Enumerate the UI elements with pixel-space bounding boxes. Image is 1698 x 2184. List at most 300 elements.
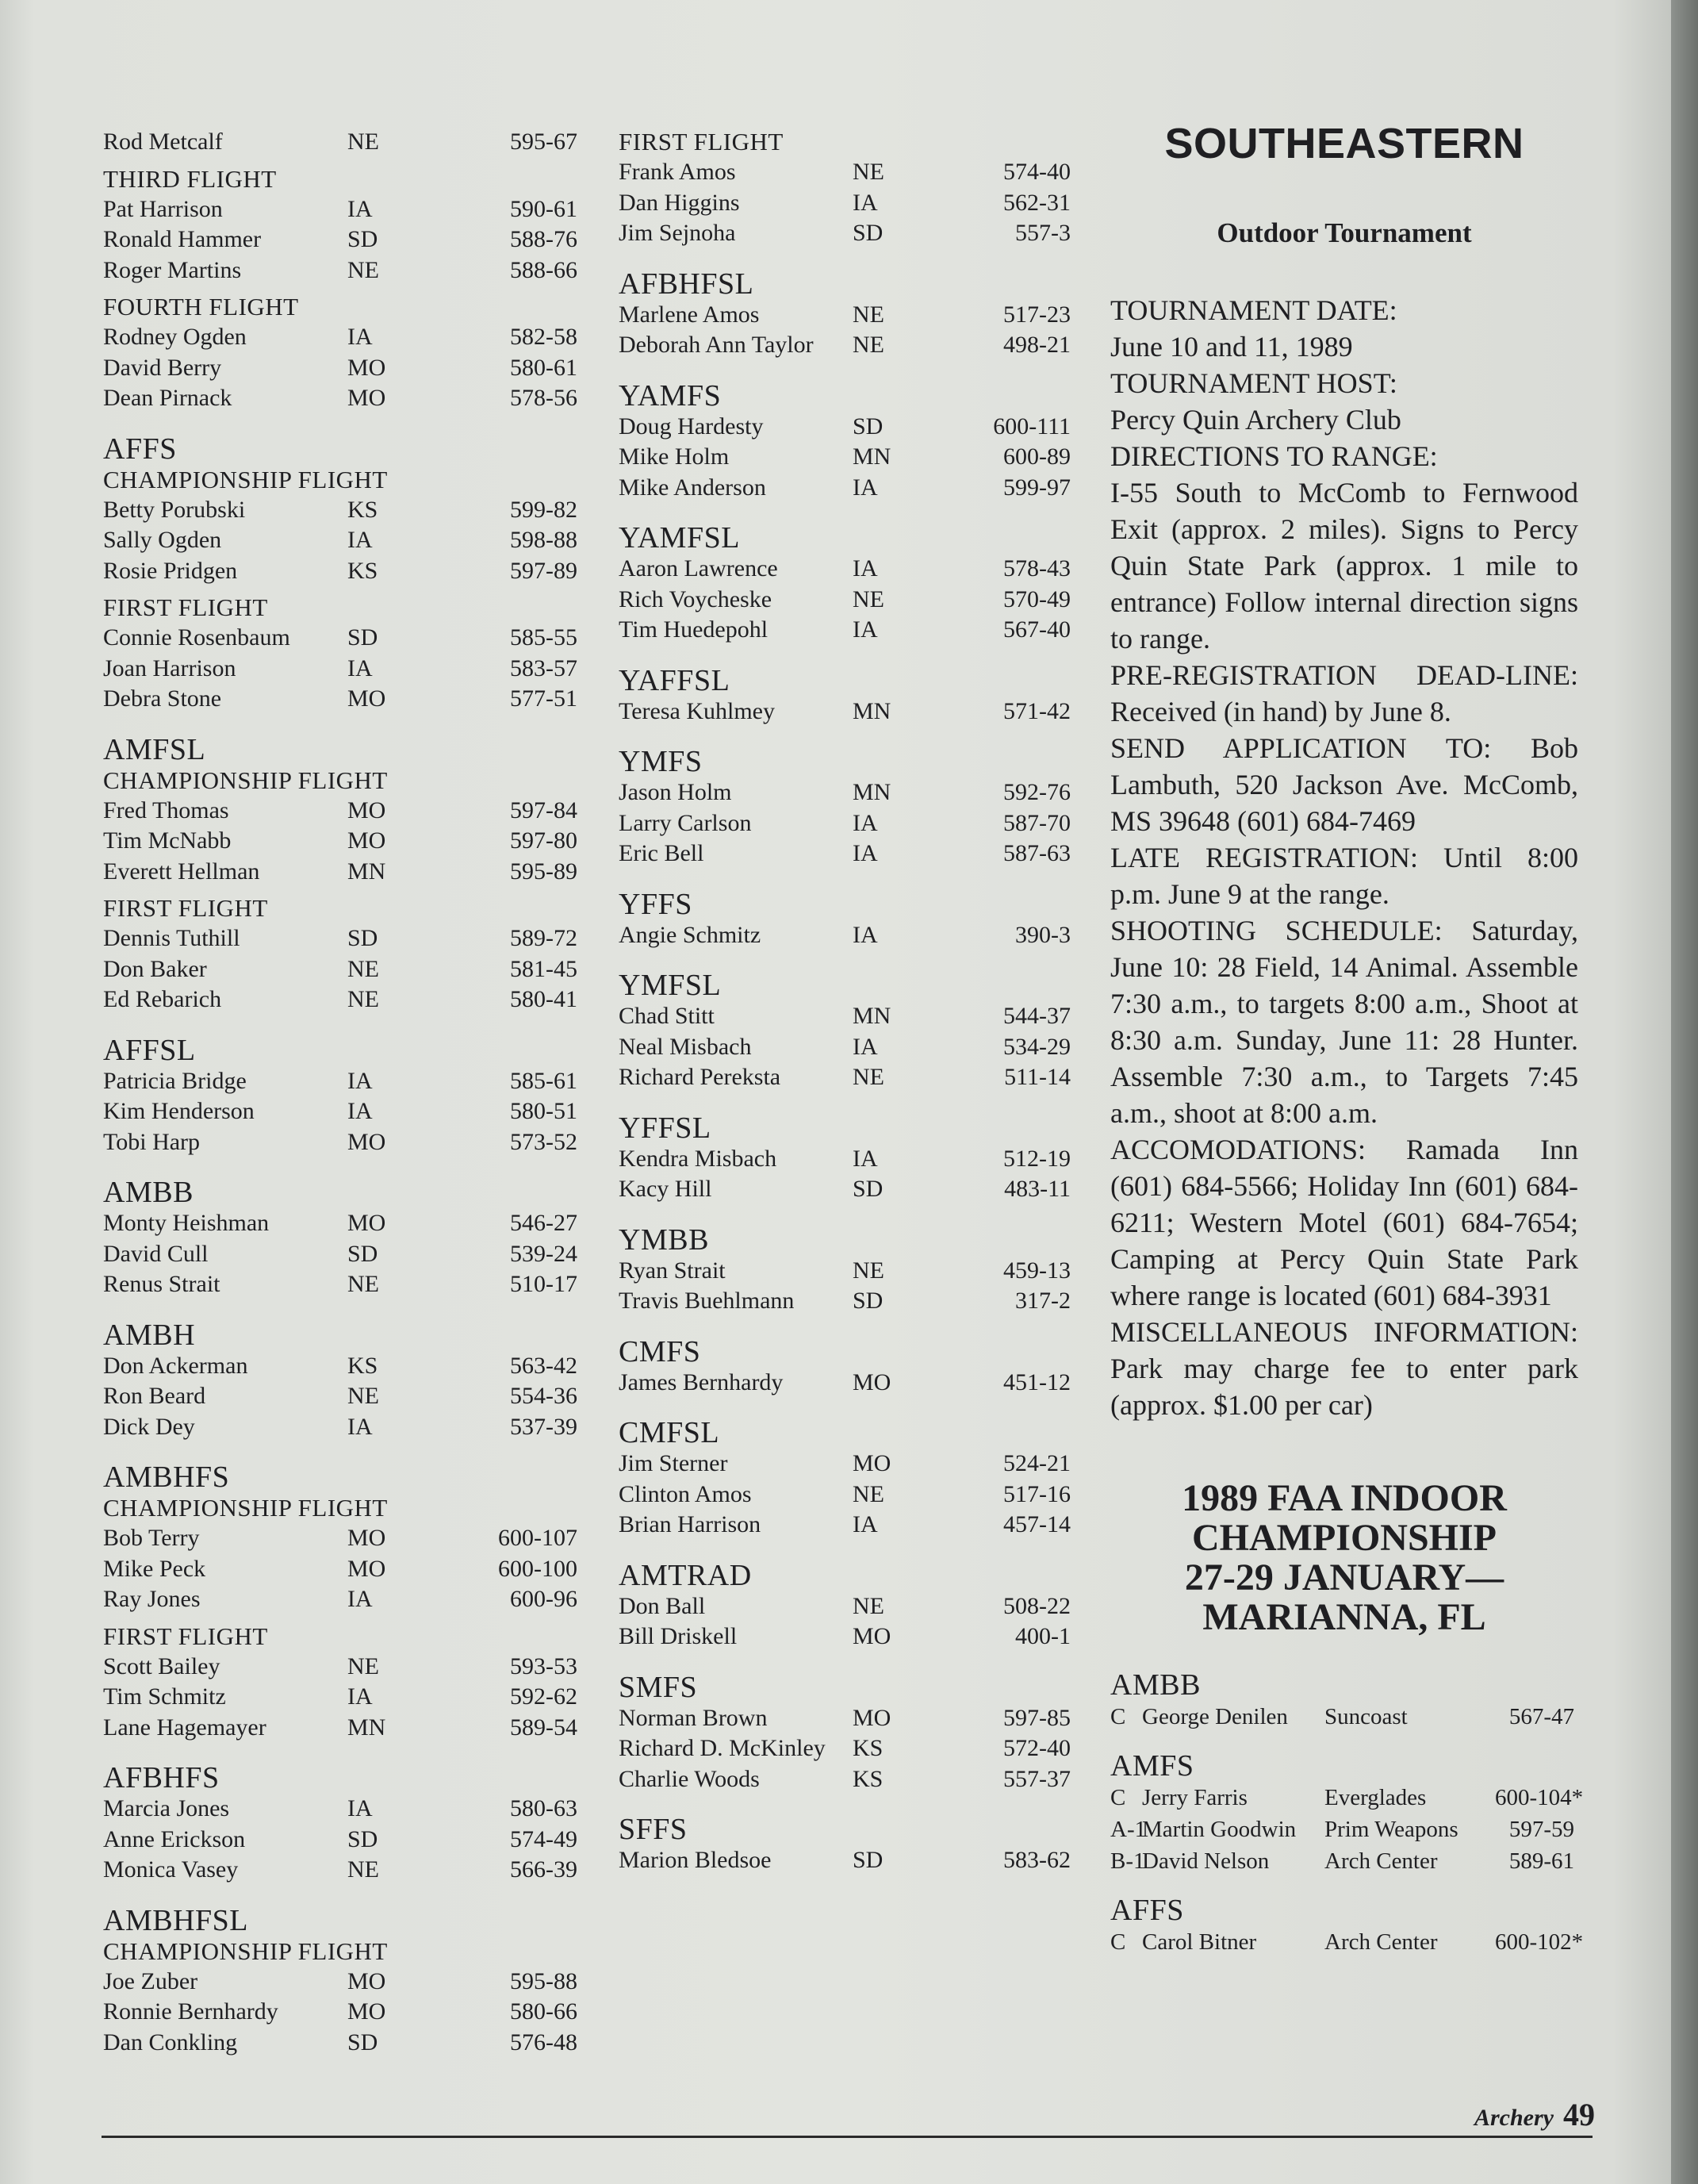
archer-name: Scott Bailey: [103, 1652, 220, 1679]
archer-score: 580-41: [510, 986, 577, 1012]
flight-group: [103, 766, 587, 888]
division-title: AFFS: [103, 432, 177, 466]
championship-row: [1110, 1814, 1578, 1845]
archer-score: 587-63: [1003, 840, 1071, 866]
archer-name: Mike Anderson: [619, 474, 766, 501]
result-row: [619, 1174, 1087, 1205]
archer-name: Neal Misbach: [619, 1033, 752, 1060]
archer-state: IA: [853, 555, 878, 582]
archer-name: Kendra Misbach: [619, 1145, 777, 1172]
flight-label: FIRST FLIGHT: [103, 593, 268, 621]
result-section: [103, 433, 587, 715]
result-section: [619, 1224, 1087, 1317]
tournament-column-right: [1110, 119, 1584, 1975]
flight-label: CHAMPIONSHIP FLIGHT: [103, 766, 388, 794]
result-row: [619, 1062, 1087, 1093]
archer-score: 598-88: [510, 527, 577, 553]
division-title: AMBB: [1110, 1668, 1201, 1702]
archer-state: IA: [347, 1795, 373, 1821]
archer-score: 578-56: [510, 385, 577, 411]
archer-score: 580-66: [510, 1998, 577, 2025]
club-name: Suncoast: [1324, 1704, 1408, 1729]
division-title: AMBHFS: [103, 1460, 230, 1494]
division-title: AFBHFS: [103, 1761, 220, 1794]
result-row: [619, 1001, 1087, 1032]
archer-state: IA: [347, 195, 373, 222]
result-section: [619, 1336, 1087, 1399]
championship-row: [1110, 1926, 1584, 1958]
archer-name: Bill Driskell: [619, 1623, 738, 1649]
archer-name: Tim Huedepohl: [619, 616, 769, 643]
result-row: [103, 1713, 587, 1744]
flight-group: [619, 1845, 1087, 1876]
archer-state: IA: [853, 189, 878, 216]
flight-group: [103, 164, 587, 286]
archer-name: Jim Sejnoha: [619, 220, 736, 246]
archer-state: NE: [853, 1064, 884, 1090]
class-code: C: [1110, 1704, 1126, 1729]
archer-score: 554-36: [510, 1383, 577, 1409]
archer-score: 498-21: [1003, 332, 1071, 358]
archer-state: NE: [347, 955, 379, 982]
archer-score: 459-13: [1003, 1257, 1071, 1284]
archer-name: Rich Voycheske: [619, 585, 772, 612]
archer-score: 583-57: [510, 654, 577, 681]
result-row: [619, 442, 1087, 473]
result-row: [103, 1412, 587, 1443]
archer-state: KS: [853, 1735, 883, 1761]
result-row: [103, 1523, 587, 1554]
archer-state: KS: [347, 496, 378, 523]
archer-state: MO: [347, 1128, 386, 1155]
flight-group: [619, 777, 1087, 869]
division-title: CMFS: [619, 1334, 701, 1368]
info-line: MISCELLANEOUS INFORMATION: Park may charge fee to enter park (approx. $1.00 per car): [1110, 1316, 1578, 1421]
result-row: [103, 1351, 587, 1382]
division-title: YAMFS: [619, 378, 722, 413]
archer-name: James Bernhardy: [619, 1368, 784, 1395]
archer-name: Marcia Jones: [103, 1795, 230, 1821]
result-row: [103, 923, 587, 954]
archer-state: MO: [347, 685, 386, 712]
archer-name: Rosie Pridgen: [103, 557, 238, 584]
archer-name: Ryan Strait: [619, 1257, 726, 1284]
archer-name: Dennis Tuthill: [103, 925, 240, 951]
archer-score: 317-2: [1015, 1288, 1071, 1314]
archer-score: 451-12: [1003, 1368, 1071, 1395]
archer-name: Eric Bell: [619, 840, 704, 866]
archer-score: 599-82: [510, 496, 577, 523]
archer-score: 571-42: [1003, 697, 1071, 724]
archer-state: IA: [347, 1413, 373, 1440]
archer-score: 524-21: [1003, 1450, 1071, 1476]
archer-name: Aaron Lawrence: [619, 555, 778, 582]
result-section: [619, 522, 1087, 646]
archer-name: Richard Pereksta: [619, 1064, 781, 1090]
footer-rule: [102, 2136, 1593, 2138]
archer-score: 574-40: [1003, 159, 1071, 185]
flight-group: [619, 697, 1087, 727]
result-row: [103, 1127, 587, 1158]
archer-name: Teresa Kuhlmey: [619, 697, 775, 724]
archer-state: IA: [347, 1683, 373, 1710]
archer-score: 585-61: [510, 1067, 577, 1094]
division-title: AMTRAD: [619, 1558, 752, 1592]
division-title: AMBB: [103, 1176, 194, 1209]
result-section: [619, 1814, 1087, 1876]
result-row: [103, 1208, 587, 1239]
archer-name: Joan Harrison: [103, 654, 236, 681]
archer-state: MO: [853, 1450, 891, 1476]
division-title: AFFSL: [103, 1033, 196, 1067]
result-section: [619, 889, 1087, 951]
club-name: Arch Center: [1324, 1848, 1438, 1874]
division-title: SFFS: [619, 1813, 688, 1846]
result-row: [103, 1855, 587, 1886]
result-row: [619, 412, 1087, 443]
flight-group: [619, 1256, 1087, 1317]
archer-name: Don Ball: [619, 1592, 706, 1619]
archer-name: Rodney Ogden: [103, 324, 247, 350]
archer-state: IA: [853, 1033, 878, 1060]
archer-score: 576-48: [510, 2029, 577, 2055]
result-section: [619, 268, 1087, 361]
archer-score: 508-22: [1003, 1592, 1071, 1619]
archer-score: 457-14: [1003, 1511, 1071, 1537]
division-title: SMFS: [619, 1670, 698, 1704]
club-name: Arch Center: [1324, 1929, 1438, 1955]
championship-division: [1110, 1669, 1578, 1733]
result-row: [103, 127, 587, 158]
archer-score: 597-84: [510, 796, 577, 823]
championship-row: [1110, 1845, 1578, 1877]
archer-name: Chad Stitt: [619, 1003, 715, 1029]
page-footer: [1474, 2096, 1595, 2133]
result-row: [103, 1682, 587, 1713]
archer-state: NE: [853, 332, 884, 358]
archer-name: Ron Beard: [103, 1383, 206, 1409]
archer-state: IA: [347, 1067, 373, 1094]
archer-score: 599-97: [1003, 474, 1071, 501]
archer-name: Charlie Woods: [619, 1765, 760, 1792]
archer-name: Norman Brown: [619, 1704, 768, 1731]
result-section: [619, 665, 1087, 727]
flight-group: [103, 1208, 587, 1300]
archer-score: 593-53: [510, 1652, 577, 1679]
info-line: TOURNAMENT HOST:: [1110, 367, 1397, 399]
division-title: YFFS: [619, 887, 692, 921]
archer-name: Betty Porubski: [103, 496, 246, 523]
archer-score: 600-100: [498, 1555, 577, 1582]
flight-group: [103, 1351, 587, 1443]
archer-name: Tim McNabb: [103, 827, 232, 854]
info-line: DIRECTIONS TO RANGE:: [1110, 440, 1438, 472]
archer-score: 517-23: [1003, 301, 1071, 328]
archer-name: Mike Peck: [103, 1555, 206, 1582]
archer-state: KS: [853, 1765, 883, 1792]
page-number: 49: [1563, 2097, 1595, 2132]
archer-state: NE: [853, 585, 884, 612]
result-row: [103, 255, 587, 286]
archer-name: Connie Rosenbaum: [103, 624, 290, 651]
flight-label: CHAMPIONSHIP FLIGHT: [103, 1494, 388, 1522]
archer-name: Marlene Amos: [619, 301, 760, 328]
result-row: [103, 1967, 587, 1998]
division-title: AFBHFSL: [619, 267, 754, 301]
division-title: YMFSL: [619, 969, 722, 1002]
result-row: [619, 615, 1087, 646]
result-row: [619, 839, 1087, 869]
club-name: Prim Weapons: [1324, 1817, 1458, 1842]
flight-label: FIRST FLIGHT: [103, 1622, 268, 1650]
archer-name: Ray Jones: [103, 1586, 201, 1612]
archer-name: Deborah Ann Taylor: [619, 332, 814, 358]
archer-state: SD: [347, 1240, 378, 1267]
archer-score: 580-61: [510, 354, 577, 381]
division-title: YAMFSL: [619, 521, 740, 555]
archer-score: 597-85: [1003, 1704, 1071, 1731]
result-row: [103, 1652, 587, 1683]
info-line: LATE REGISTRATION: Until 8:00 p.m. June 9 at the range.: [1110, 842, 1578, 910]
flight-group: [619, 1591, 1087, 1652]
archer-state: MO: [853, 1623, 891, 1649]
flight-group: [103, 593, 587, 715]
archer-score: 562-31: [1003, 189, 1071, 216]
archer-score: 517-16: [1003, 1480, 1071, 1507]
info-line: TOURNAMENT DATE:: [1110, 294, 1397, 326]
archer-score: 589-61: [1508, 1848, 1574, 1874]
archer-score: 572-40: [1003, 1735, 1071, 1761]
archer-state: NE: [347, 986, 379, 1012]
archer-score: 537-39: [510, 1413, 577, 1440]
archer-name: Jim Sterner: [619, 1450, 728, 1476]
result-row: [619, 188, 1087, 219]
archer-score: 600-89: [1003, 443, 1071, 470]
archer-state: IA: [853, 1511, 878, 1537]
flight-label: FIRST FLIGHT: [103, 894, 268, 922]
archer-state: SD: [347, 2029, 378, 2055]
archer-state: MO: [347, 354, 386, 381]
archer-name: Ronnie Bernhardy: [103, 1998, 278, 2025]
flight-group: [103, 465, 587, 587]
archer-name: Monty Heishman: [103, 1210, 270, 1236]
flight-group: [103, 1066, 587, 1158]
flight-group: [619, 412, 1087, 504]
archer-state: NE: [347, 1652, 379, 1679]
archer-name: Anne Erickson: [103, 1825, 246, 1852]
archer-score: 580-51: [510, 1098, 577, 1124]
result-row: [619, 1368, 1087, 1399]
championship-heading: [1110, 1479, 1578, 1637]
flight-group: [103, 1936, 587, 2059]
result-row: [619, 1510, 1087, 1541]
class-code: C: [1110, 1929, 1126, 1955]
archer-name: Tobi Harp: [103, 1128, 201, 1155]
archer-state: IA: [347, 1586, 373, 1612]
archer-score: 600-96: [510, 1586, 577, 1612]
flight-group: [619, 1449, 1087, 1541]
result-section: [619, 127, 1087, 249]
archer-state: MO: [347, 796, 386, 823]
archer-score: 580-63: [510, 1795, 577, 1821]
result-row: [103, 322, 587, 353]
archer-state: IA: [853, 1145, 878, 1172]
archer-state: MO: [347, 1967, 386, 1994]
archer-name: Monica Vasey: [103, 1856, 239, 1883]
result-section: [103, 164, 587, 414]
archer-name: Jerry Farris: [1142, 1785, 1248, 1810]
archer-name: Dean Pirnack: [103, 385, 232, 411]
division-title: AMBH: [103, 1318, 196, 1352]
archer-score: 563-42: [510, 1352, 577, 1379]
archer-score: 566-39: [510, 1856, 577, 1883]
archer-name: Tim Schmitz: [103, 1683, 226, 1710]
result-row: [619, 1480, 1087, 1510]
info-line: ACCOMODATIONS: Ramada Inn (601) 684-5566; Holiday Inn (601) 684-6211; Western Motel (601) 684-7654; Camping at Percy Quin State Park where range is located (601) 684-3931: [1110, 1134, 1578, 1311]
championship-row: [1110, 1782, 1584, 1814]
section-subheading: Outdoor Tournament: [1217, 217, 1472, 248]
archer-score: 592-62: [510, 1683, 577, 1710]
result-row: [103, 1269, 587, 1300]
result-row: [619, 585, 1087, 616]
result-section: [619, 380, 1087, 504]
championship-division: [1110, 1749, 1584, 1877]
archer-state: KS: [347, 557, 378, 584]
archer-score: 544-37: [1003, 1003, 1071, 1029]
archer-score: 567-47: [1508, 1704, 1574, 1729]
result-row: [103, 353, 587, 384]
result-row: [619, 1845, 1087, 1876]
archer-state: MO: [853, 1368, 891, 1395]
result-row: [103, 1997, 587, 2028]
archer-name: Clinton Amos: [619, 1480, 752, 1507]
archer-name: Roger Martins: [103, 256, 242, 283]
division-title: YMBB: [619, 1223, 709, 1257]
result-section: [619, 1560, 1087, 1652]
championship-results: [1110, 1668, 1584, 1958]
archer-score: 546-27: [510, 1210, 577, 1236]
result-row: [103, 954, 587, 985]
division-title: AMBHFSL: [103, 1903, 248, 1937]
archer-state: IA: [347, 527, 373, 553]
result-row: [619, 1286, 1087, 1317]
archer-state: MO: [853, 1704, 891, 1731]
result-row: [103, 623, 587, 654]
archer-state: SD: [853, 1176, 883, 1202]
archer-state: SD: [853, 1847, 883, 1873]
archer-score: 597-89: [510, 557, 577, 584]
result-row: [103, 1794, 587, 1825]
flight-label: FIRST FLIGHT: [619, 128, 784, 155]
result-row: [619, 697, 1087, 727]
archer-name: Jason Holm: [619, 779, 732, 805]
result-row: [619, 1144, 1087, 1175]
archer-score: 592-76: [1003, 779, 1071, 805]
archer-name: Ed Rebarich: [103, 986, 222, 1012]
archer-score: 511-14: [1004, 1064, 1071, 1090]
archer-state: MN: [853, 1003, 891, 1029]
archer-state: MN: [853, 779, 891, 805]
archer-score: 597-80: [510, 827, 577, 854]
archer-score: 583-62: [1003, 1847, 1071, 1873]
archer-name: George Denilen: [1142, 1704, 1288, 1729]
archer-name: Everett Hellman: [103, 858, 260, 885]
club-name: Everglades: [1324, 1785, 1427, 1810]
archer-name: Mike Holm: [619, 443, 730, 470]
archer-state: NE: [347, 129, 379, 155]
archer-score: 539-24: [510, 1240, 577, 1267]
result-row: [103, 525, 587, 556]
archer-score: 578-43: [1003, 555, 1071, 582]
archer-name: Patricia Bridge: [103, 1067, 247, 1094]
flight-label: CHAMPIONSHIP FLIGHT: [103, 1936, 388, 1965]
archer-state: IA: [347, 324, 373, 350]
flight-group: [103, 292, 587, 414]
archer-name: Martin Goodwin: [1142, 1817, 1297, 1842]
result-row: [103, 2028, 587, 2059]
archer-name: Debra Stone: [103, 685, 222, 712]
archer-name: Angie Schmitz: [619, 921, 761, 948]
archer-score: 597-59: [1508, 1817, 1574, 1842]
archer-name: Doug Hardesty: [619, 413, 764, 439]
flight-group: [619, 1368, 1087, 1399]
division-title: CMFSL: [619, 1416, 720, 1449]
archer-score: 582-58: [510, 324, 577, 350]
flight-group: [619, 554, 1087, 646]
magazine-name: Archery: [1474, 2105, 1554, 2131]
archer-score: 390-3: [1015, 921, 1071, 948]
result-row: [103, 1381, 587, 1412]
archer-score: 512-19: [1003, 1145, 1071, 1172]
archer-state: MO: [347, 1525, 386, 1551]
result-row: [619, 1591, 1087, 1622]
division-title: YAFFSL: [619, 663, 730, 697]
archer-score: 589-72: [510, 925, 577, 951]
result-row: [103, 495, 587, 526]
result-row: [103, 1584, 587, 1615]
archer-score: 587-70: [1003, 809, 1071, 836]
archer-state: IA: [347, 654, 373, 681]
result-section: [619, 1672, 1087, 1795]
archer-score: 595-89: [510, 858, 577, 885]
result-row: [619, 157, 1087, 188]
archer-score: 400-1: [1015, 1623, 1071, 1649]
result-row: [103, 383, 587, 414]
result-section: [619, 969, 1087, 1093]
division-title: YMFS: [619, 745, 703, 778]
archer-name: Don Ackerman: [103, 1352, 248, 1379]
result-row: [619, 1449, 1087, 1480]
archer-state: IA: [347, 1098, 373, 1124]
division-title: AMFS: [1110, 1749, 1194, 1783]
archer-state: MO: [347, 1210, 386, 1236]
result-row: [103, 985, 587, 1015]
flight-label: FOURTH FLIGHT: [103, 293, 299, 320]
archer-state: IA: [853, 809, 878, 836]
result-row: [103, 1066, 587, 1097]
page-binding-edge: [1671, 0, 1698, 2184]
archer-score: 600-111: [993, 413, 1071, 439]
archer-state: SD: [853, 1288, 883, 1314]
archer-name: Ronald Hammer: [103, 226, 262, 252]
archer-score: 574-49: [510, 1825, 577, 1852]
archer-state: MO: [347, 827, 386, 854]
result-row: [103, 1239, 587, 1270]
flight-group: [619, 127, 1087, 249]
archer-state: KS: [347, 1352, 378, 1379]
archer-state: MN: [347, 1714, 386, 1741]
division-title: AFFS: [1110, 1894, 1184, 1927]
